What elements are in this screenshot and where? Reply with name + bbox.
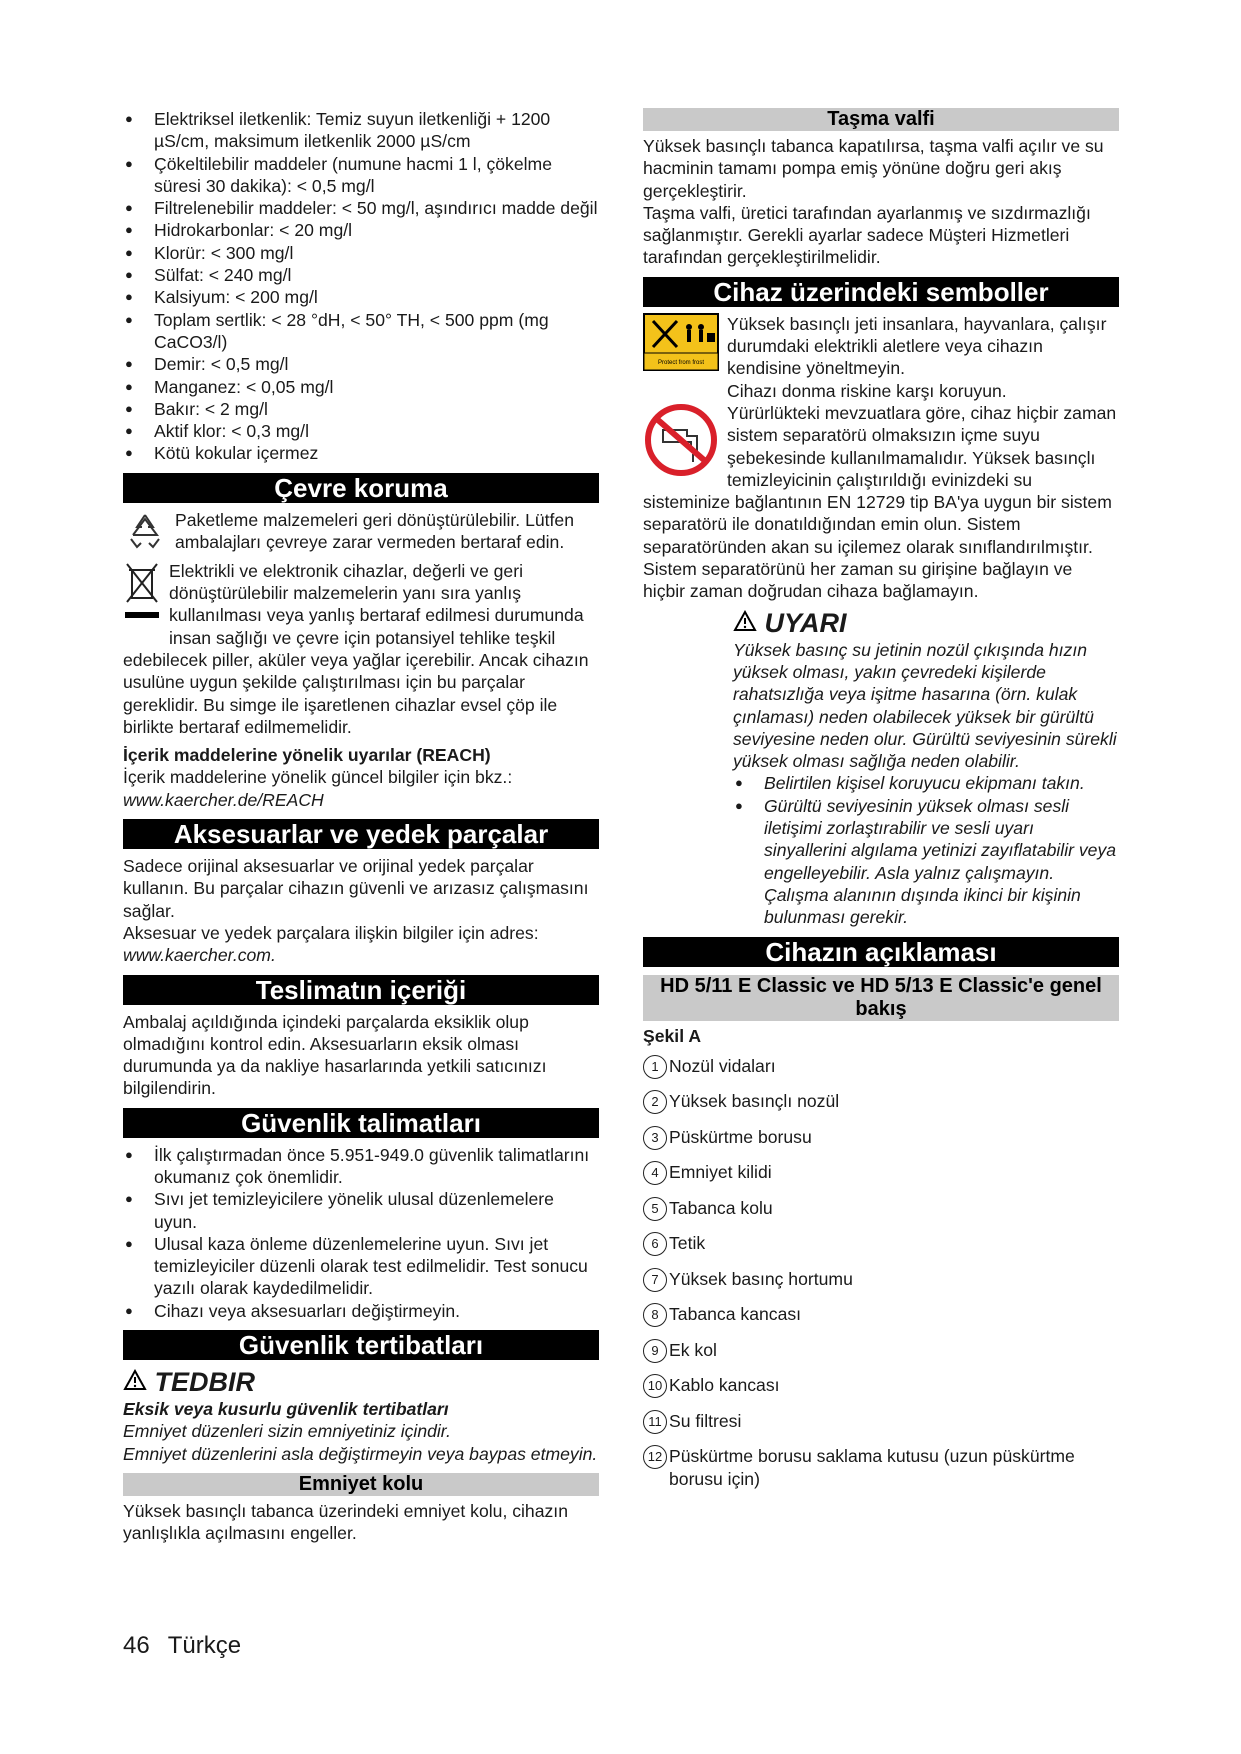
water-requirements-list — [123, 108, 599, 465]
page-number: 46 — [123, 1632, 150, 1659]
list-item: ● Kötü kokular içermez — [123, 442, 599, 464]
list-item: ● İlk çalıştırmadan önce 5.951-949.0 güvenlik talimatlarını okumanız çok önemlidir. — [123, 1144, 599, 1189]
part-number: 6 — [643, 1232, 667, 1256]
list-item: ● Manganez: < 0,05 mg/l — [123, 376, 599, 398]
accessories-info: Aksesuar ve yedek parçalara ilişkin bilgiler için adres: — [123, 922, 539, 943]
list-item — [643, 1161, 1119, 1185]
subheading-safety-lever: Emniyet kolu — [123, 1473, 599, 1496]
list-item — [643, 1374, 1119, 1398]
subheading-overflow-valve: Taşma valfi — [643, 108, 1119, 131]
list-item — [643, 1303, 1119, 1327]
part-label: Kablo kancası — [669, 1375, 780, 1396]
warning-text: Yüksek basınç su jetinin nozül çıkışında hızın yüksek olması, yakın çevredeki kişilerde rahatsızlığa veya işitme hasarına (örn. kulak çınlaması) neden olabilecek yüksek bir gürültü seviyesine neden olur. Gürültü seviyesinin sürekli yüksek olması sağlığa neden olabilir. — [733, 639, 1117, 772]
overflow-text-1: Yüksek basınçlı tabanca kapatılırsa, taşma valfi açılır ve su hacminin tamamı pompa emiş yönüne doğru geri akış gerçekleştirir. — [643, 136, 1104, 201]
part-label: Tetik — [669, 1233, 706, 1254]
warning-block — [643, 607, 1119, 929]
list-item: ● Gürültü seviyesinin yüksek olması sesli iletişimi zorlaştırabilir ve sesli uyarı sinyallerini algılama yetinizi zayıflatabilir veya engelleyebilir. Asla yalnız çalışmayın. Çalışma alanının dışında ikinci bir kişinin bulunması gerekir. — [733, 795, 1119, 929]
kaercher-link[interactable]: www.kaercher.com. — [123, 945, 276, 966]
part-label: Yüksek basınç hortumu — [669, 1268, 853, 1289]
reach-text: İçerik maddelerine yönelik güncel bilgiler için bkz.: — [123, 767, 513, 788]
page-footer — [123, 1632, 259, 1660]
recycle-text: Paketleme malzemeleri geri dönüştürülebilir. Lütfen ambalajları çevreye zarar vermeden bertaraf edin. — [175, 509, 574, 553]
part-label: Püskürtme borusu saklama kutusu (uzun püskürtme borusu için) — [669, 1446, 1075, 1489]
caution-line-1: Emniyet düzenleri sizin emniyetiniz içindir. — [123, 1421, 451, 1442]
list-item: ● Sülfat: < 240 mg/l — [123, 264, 599, 286]
accessories-text: Sadece orijinal aksesuarlar ve orijinal yedek parçalar kullanın. Bu parçalar cihazın güvenli ve arızasız çalışmasını sağlar. — [123, 856, 589, 921]
section-heading-accessories: Aksesuarlar ve yedek parçalar — [123, 819, 599, 849]
delivery-text: Ambalaj açıldığında içindeki parçalarda eksiklik olup olmadığını kontrol edin. Aksesuarların eksik olması durumunda ya da nakliye hasarlarında yetkili satıcınızı bilgilendirin. — [123, 1011, 547, 1099]
right-column — [643, 108, 1119, 1501]
part-number: 3 — [643, 1126, 667, 1150]
caution-bold: Eksik veya kusurlu güvenlik tertibatları — [123, 1399, 449, 1420]
crossed-bin-icon — [123, 560, 161, 627]
recycle-icon — [123, 509, 167, 558]
separator-text: Yürürlükteki mevzuatlara göre, cihaz hiçbir zaman sistem separatörü olmaksızın içme suyu şebekesinde kullanılmamalıdır. Yüksek basınçlı temizleyicinin çalıştırıldığı evinizdeki su sisteminize bağlantının EN 12729 tip BA'ya uygun bir sistem separatörü ile donatıldığından emin olun. Sistem separatöründen akan su içilemez olarak sınıflandırılmıştır. Sistem separatörünü her zaman su girişine bağlayın ve hiçbir zaman doğrudan cihaza bağlamayın. — [643, 402, 1117, 602]
list-item — [643, 1268, 1119, 1292]
list-item — [643, 1410, 1119, 1434]
part-number: 9 — [643, 1339, 667, 1363]
part-number: 2 — [643, 1090, 667, 1114]
footer-language: Türkçe — [167, 1632, 242, 1659]
part-number: 10 — [643, 1374, 667, 1398]
figure-label: Şekil A — [643, 1025, 702, 1046]
section-heading-devices: Güvenlik tertibatları — [123, 1330, 599, 1360]
part-number: 12 — [643, 1445, 667, 1469]
part-label: Ek kol — [669, 1339, 717, 1360]
jet-warning-note — [643, 313, 1119, 402]
weee-text: Elektrikli ve elektronik cihazlar, değerli ve geri dönüştürülebilir malzemelerin yanı sıra yanlış kullanılması veya yanlış bertaraf edilmesi durumunda insan sağlığı ve çevre için potansiyel tehlike teşkil edebilecek piller, aküler veya yağlar içerebilir. Ancak cihazın usulüne uygun şekilde çalıştırılması için bu parçalar gereklidir. Bu simge ile işaretlenen cihazlar evsel çöp ile birlikte bertaraf edilmemelidir. — [123, 560, 589, 737]
part-number: 11 — [643, 1410, 667, 1434]
list-item: ● Ulusal kaza önleme düzenlemelerine uyun. Sıvı jet temizleyiciler düzenli olarak test edilmelidir. Test sonucu yazılı olarak kaydedilmelidir. — [123, 1233, 599, 1300]
part-label: Su filtresi — [669, 1410, 742, 1431]
list-item: ● Kalsiyum: < 200 mg/l — [123, 286, 599, 308]
part-label: Püskürtme borusu — [669, 1126, 812, 1147]
list-item: ● Cihazı veya aksesuarları değiştirmeyin. — [123, 1300, 599, 1322]
frost-text: Cihazı donma riskine karşı koruyun. — [727, 380, 1007, 401]
list-item: ● Toplam sertlik: < 28 °dH, < 50° TH, < 500 ppm (mg CaCO3/l) — [123, 309, 599, 354]
warning-title — [733, 607, 1119, 639]
recycle-note — [123, 509, 599, 558]
list-item — [643, 1445, 1119, 1490]
frost-label-text: Protect from frost — [657, 359, 705, 366]
parts-list — [643, 1055, 1119, 1490]
list-item — [643, 1197, 1119, 1221]
caution-title — [123, 1366, 599, 1398]
list-item: ● Bakır: < 2 mg/l — [123, 398, 599, 420]
overflow-text-2: Taşma valfi, üretici tarafından ayarlanmış ve sızdırmazlığı sağlanmıştır. Gerekli ayarlar sadece Müşteri Hizmetleri tarafından gerçekleştirilmelidir. — [643, 202, 1091, 268]
part-number: 7 — [643, 1268, 667, 1292]
part-number: 1 — [643, 1055, 667, 1079]
section-heading-delivery: Teslimatın içeriği — [123, 975, 599, 1005]
safety-lever-text: Yüksek basınçlı tabanca üzerindeki emniyet kolu, cihazın yanlışlıkla açılmasını engeller. — [123, 1500, 568, 1544]
list-item — [643, 1126, 1119, 1150]
list-item: ● Belirtilen kişisel koruyucu ekipmanı takın. — [733, 772, 1119, 794]
safety-list — [123, 1144, 599, 1322]
list-item — [643, 1055, 1119, 1079]
part-label: Nozül vidaları — [669, 1055, 776, 1076]
warning-triangle-icon — [733, 608, 765, 638]
separator-note — [643, 402, 1119, 603]
part-number: 4 — [643, 1161, 667, 1185]
list-item: ● Filtrelenebilir maddeler: < 50 mg/l, aşındırıcı madde değil — [123, 197, 599, 219]
no-drinking-water-icon — [643, 402, 719, 483]
reach-title: İçerik maddelerine yönelik uyarılar (REACH) — [123, 745, 491, 766]
part-label: Emniyet kilidi — [669, 1162, 772, 1183]
section-heading-env: Çevre koruma — [123, 473, 599, 503]
part-label: Yüksek basınçlı nozül — [669, 1091, 840, 1112]
list-item: ● Demir: < 0,5 mg/l — [123, 353, 599, 375]
list-item: ● Klorür: < 300 mg/l — [123, 242, 599, 264]
reach-link[interactable]: www.kaercher.de/REACH — [123, 789, 324, 810]
list-item — [643, 1090, 1119, 1114]
jet-warning-label-icon — [643, 313, 719, 402]
caution-label: TEDBIR — [154, 1367, 256, 1398]
section-heading-description: Cihazın açıklaması — [643, 937, 1119, 967]
list-item — [643, 1232, 1119, 1256]
part-label: Tabanca kancası — [669, 1304, 802, 1325]
warning-label: UYARI — [764, 607, 847, 638]
jet-warning-text: Yüksek basınçlı jeti insanlara, hayvanlara, çalışır durumdaki elektrikli aletlere veya cihazın kendisine yöneltmeyin. — [727, 313, 1107, 379]
left-column — [123, 108, 599, 1545]
part-number: 8 — [643, 1303, 667, 1327]
warning-triangle-icon — [123, 1367, 155, 1397]
list-item: ● Elektriksel iletkenlik: Temiz suyun iletkenliği + 1200 µS/cm, maksimum iletkenlik 2000 µS/cm — [123, 108, 599, 153]
section-heading-symbols: Cihaz üzerindeki semboller — [643, 277, 1119, 307]
caution-line-2: Emniyet düzenlerini asla değiştirmeyin veya baypas etmeyin. — [123, 1443, 598, 1464]
part-number: 5 — [643, 1197, 667, 1221]
subheading-overview: HD 5/11 E Classic ve HD 5/13 E Classic'e genel bakış — [643, 975, 1119, 1021]
weee-note — [123, 560, 599, 738]
list-item: ● Hidrokarbonlar: < 20 mg/l — [123, 219, 599, 241]
list-item: ● Sıvı jet temizleyicilere yönelik ulusal düzenlemelere uyun. — [123, 1188, 599, 1233]
list-item: ● Aktif klor: < 0,3 mg/l — [123, 420, 599, 442]
list-item: ● Çökeltilebilir maddeler (numune hacmi 1 l, çökelme süresi 30 dakika): < 0,5 mg/l — [123, 153, 599, 198]
list-item — [643, 1339, 1119, 1363]
section-heading-safety: Güvenlik talimatları — [123, 1108, 599, 1138]
part-label: Tabanca kolu — [669, 1197, 773, 1218]
warning-list — [733, 772, 1119, 928]
